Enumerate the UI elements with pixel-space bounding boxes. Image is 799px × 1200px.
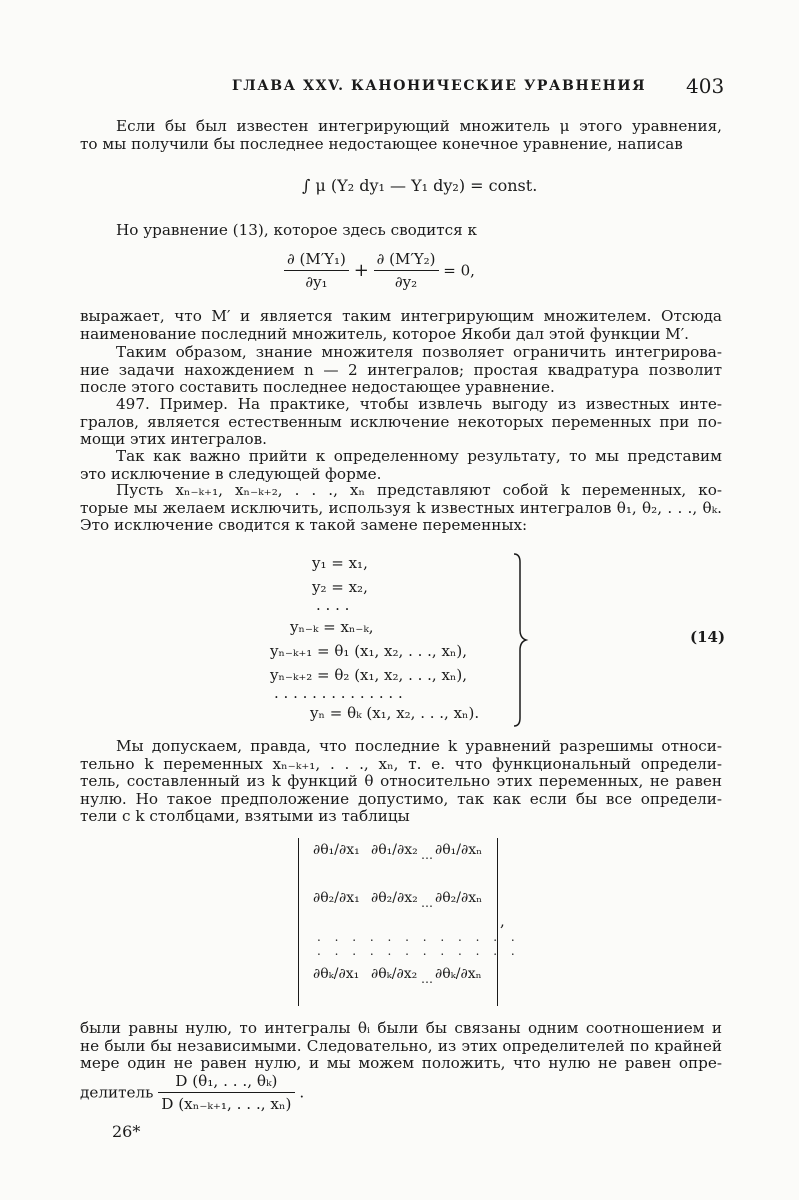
system-line: yₙ₋ₖ₊₂ = θ₂ (x₁, x₂, . . ., xₙ), [270,666,468,684]
text-line: ние задачи нахождением n — 2 интегралов; простая квадратура позволит [80,360,722,379]
determinant-line [80,1072,304,1113]
text-line: Мы допускаем, правда, что последние k уравнений разрешимы относи- [116,737,722,755]
paragraph-conclusion [80,1020,722,1073]
paragraph-example-497 [80,396,722,449]
system-line: . . . . [316,596,350,614]
system-line: y₁ = x₁, [312,554,368,572]
ellipsis-row: . . . . . . . . . . . . [317,930,520,944]
text-line: наименование последний множитель, которое Якоби дал этой функции M′. [80,324,689,343]
text-line: Это исключение сводится к такой замене переменных: [80,516,528,535]
text-line: это исключение в следующей форме. [80,464,382,483]
equation-label: (14) [690,628,726,646]
paragraph-form [80,448,722,483]
page-header [0,74,799,100]
text-line: Таким образом, знание множителя позволяет ограничить интегрирова- [116,343,722,361]
text-line: Но уравнение (13), которое здесь сводится к [116,221,478,239]
text-line: Если бы был известен интегрирующий множитель μ этого уравнения, [116,117,722,135]
right-brace-icon [510,552,530,728]
text-line: тель, составленный из k функций θ относительно этих переменных, не равен [80,772,722,791]
fraction [284,250,349,291]
system-line: yₙ₋ₖ₊₁ = θ₁ (x₁, x₂, . . ., xₙ), [270,642,468,660]
matrix-cell: ∂θₖ/∂x₂ [371,966,418,982]
system-line: y₂ = x₂, [312,578,368,596]
text-line: не были бы независимыми. Следовательно, из этих определителей по крайней [80,1036,722,1055]
system-line: . . . . . . . . . . . . . . [274,684,403,702]
matrix-cell: ∂θ₂/∂xₙ [435,890,483,906]
system-line: yₙ₋ₖ = xₙ₋ₖ, [290,618,374,636]
text-line: выражает, что M′ и является таким интегрирующим множителем. Отсюда [80,307,722,325]
text-line: Пусть xₙ₋ₖ₊₁, xₙ₋ₖ₊₂, . . ., xₙ представляют собой k переменных, ко- [116,481,722,499]
paragraph-jacobi [80,308,722,343]
equation-rhs: = 0, [443,261,475,280]
text-line: были равны нулю, то интегралы θᵢ были бы связаны одним соотношением и [80,1019,722,1037]
text-line: мере один не равен нулю, и мы можем положить, что нулю не равен опре- [80,1054,722,1073]
fraction-numerator: D (θ₁, . . ., θₖ) [158,1072,294,1093]
fraction-numerator: ∂ (M′Y₁) [284,250,349,271]
matrix-cell: ∂θ₂/∂x₁ [313,890,360,906]
text-line: тельно k переменных xₙ₋ₖ₊₁, . . ., xₙ, т. е. что функциональный определи- [80,754,722,773]
determinant-prefix: делитель [80,1083,154,1102]
matrix-cell: ∂θ₂/∂x₂ [371,890,418,906]
paragraph-assumption [80,738,722,826]
paragraph-integrating-factor [80,118,722,153]
fraction-denominator: D (xₙ₋ₖ₊₁, . . ., xₙ) [161,1095,292,1113]
ellipsis-row: . . . . . . . . . . . . [317,944,520,958]
matrix-cell: ∂θ₁/∂xₙ [435,842,483,858]
text-line: Так как важно прийти к определенному результату, то мы представим [116,447,722,465]
partial-derivative-table [298,838,520,1006]
plus-sign: + [353,260,369,281]
fraction-denominator: ∂y₂ [394,273,418,291]
matrix-cell: ∂θ₁/∂x₁ [313,842,360,858]
equation-integral: ∫ μ (Y₂ dy₁ — Y₁ dy₂) = const. [302,176,538,195]
determinant-suffix: . [299,1083,305,1102]
signature-mark: 26* [112,1122,141,1141]
paragraph-knowledge [80,344,722,397]
fraction [374,250,439,291]
fraction-denominator: ∂y₁ [305,273,328,291]
text-line: тели с k столбцами, взятыми из таблицы [80,807,410,826]
text-line: гралов, является естественным исключение некоторых переменных при по- [80,412,722,431]
paragraph-let [80,482,722,535]
matrix-cell: ∂θₖ/∂x₁ [313,966,360,982]
system-line: yₙ = θₖ (x₁, x₂, . . ., xₙ). [310,704,480,722]
determinant-fraction [158,1072,294,1113]
table-trailing-comma: , [500,912,505,930]
text-line: мощи этих интегралов. [80,430,267,449]
matrix-cell: ∂θ₁/∂x₂ [371,842,418,858]
ellipsis: … [421,848,438,862]
matrix-cell: ∂θₖ/∂xₙ [435,966,482,982]
fraction-numerator: ∂ (M′Y₂) [374,250,439,271]
running-title: ГЛАВА XXV. КАНОНИЧЕСКИЕ УРАВНЕНИЯ [232,78,647,94]
page-number: 403 [686,74,725,98]
text-line: то мы получили бы последнее недостающее конечное уравнение, написав [80,134,683,153]
ellipsis: … [421,972,438,986]
ellipsis: … [421,896,438,910]
text-line: торые мы желаем исключить, используя k известных интегралов θ₁, θ₂, . . ., θₖ. [80,498,722,517]
text-line: нулю. Но такое предположение допустимо, так как если бы все определи- [80,789,722,808]
substitution-system [240,550,530,730]
equation-last-multiplier [284,250,475,291]
text-line: после этого составить последнее недостающее уравнение. [80,378,555,397]
text-line: 497. Пример. На практике, чтобы извлечь выгоду из известных инте- [116,395,722,413]
paragraph-equation-13 [80,222,722,240]
